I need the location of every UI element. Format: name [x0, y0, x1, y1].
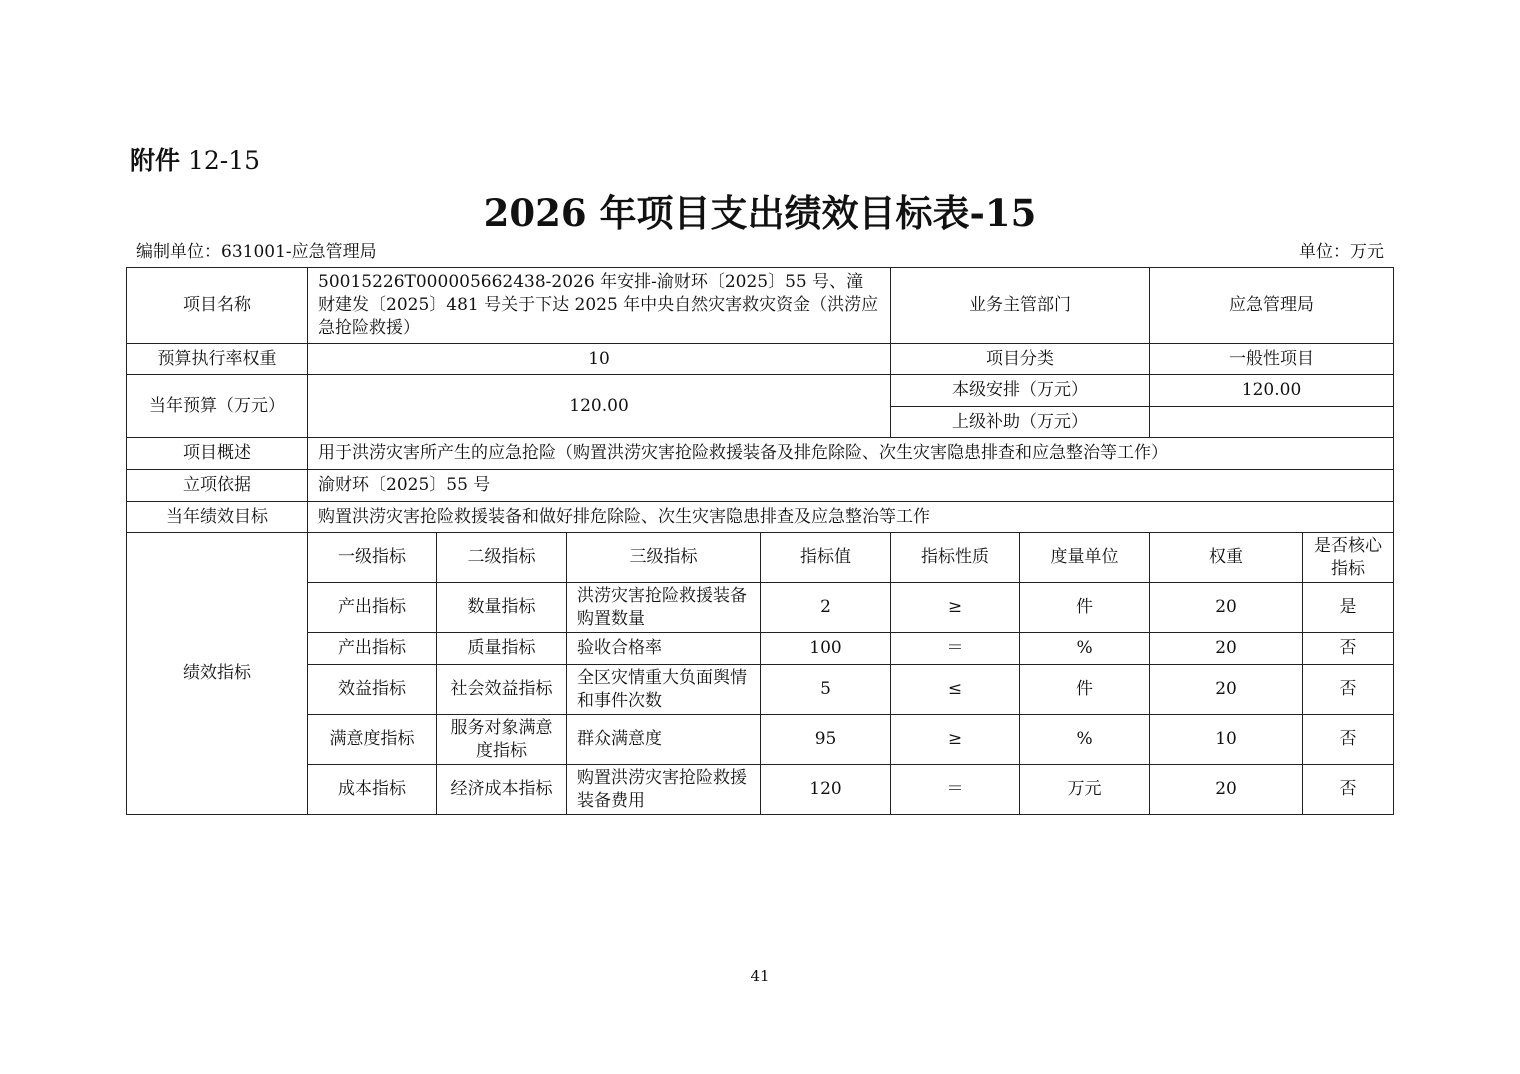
local-label: 本级安排（万元）	[891, 375, 1150, 407]
nature-cell: ＝	[891, 633, 1020, 665]
row-project-name	[127, 268, 1394, 344]
summary-label: 项目概述	[127, 438, 308, 470]
meta-line	[136, 240, 1384, 264]
level3-cell: 洪涝灾害抢险救援装备购置数量	[567, 583, 761, 633]
weight-label: 预算执行率权重	[127, 344, 308, 375]
level2-cell: 质量指标	[437, 633, 567, 665]
weight-cell: 20	[1150, 665, 1303, 715]
header-cell: 三级指标	[567, 533, 761, 583]
row-summary	[127, 438, 1394, 470]
page-title: 2026 年项目支出绩效目标表-15	[483, 191, 1037, 235]
core-cell: 否	[1303, 665, 1394, 715]
indicator-row	[127, 665, 1394, 715]
level3-cell: 群众满意度	[567, 715, 761, 765]
row-basis	[127, 470, 1394, 502]
level1-cell: 效益指标	[308, 665, 437, 715]
unit-cell: 件	[1020, 665, 1150, 715]
unit-cell: %	[1020, 633, 1150, 665]
level3-cell: 全区灾情重大负面舆情和事件次数	[567, 665, 761, 715]
indicator-header-row	[127, 533, 1394, 583]
indicator-row	[127, 765, 1394, 815]
row-budget-local	[127, 375, 1394, 407]
summary-value: 用于洪涝灾害所产生的应急抢险（购置洪涝灾害抢险救援装备及排危除险、次生灾害隐患排查和应急整治等工作）	[308, 438, 1394, 470]
project-name-label: 项目名称	[127, 268, 308, 344]
value-cell: 100	[761, 633, 891, 665]
level2-cell: 数量指标	[437, 583, 567, 633]
level1-cell: 满意度指标	[308, 715, 437, 765]
level3-cell: 购置洪涝灾害抢险救援装备费用	[567, 765, 761, 815]
indicator-row	[127, 715, 1394, 765]
project-name-value: 50015226T000005662438-2026 年安排-渝财环〔2025〕55 号、潼财建发〔2025〕481 号关于下达 2025 年中央自然灾害救灾资金（洪涝应急抢险救援）	[308, 268, 891, 344]
level3-cell: 验收合格率	[567, 633, 761, 665]
value-cell: 2	[761, 583, 891, 633]
value-cell: 95	[761, 715, 891, 765]
dept-value: 应急管理局	[1150, 268, 1394, 344]
nature-cell: ＝	[891, 765, 1020, 815]
core-cell: 否	[1303, 765, 1394, 815]
category-label: 项目分类	[891, 344, 1150, 375]
level2-cell: 社会效益指标	[437, 665, 567, 715]
performance-target-table	[126, 267, 1394, 815]
header-cell: 一级指标	[308, 533, 437, 583]
compiler-unit: 编制单位：631001-应急管理局	[136, 242, 377, 262]
unit-cell: %	[1020, 715, 1150, 765]
indicator-row	[127, 583, 1394, 633]
indicator-row	[127, 633, 1394, 665]
header-cell: 指标值	[761, 533, 891, 583]
unit-cell: 万元	[1020, 765, 1150, 815]
level1-cell: 成本指标	[308, 765, 437, 815]
budget-value: 120.00	[308, 375, 891, 438]
basis-value: 渝财环〔2025〕55 号	[308, 470, 1394, 502]
header-cell: 是否核心指标	[1303, 533, 1394, 583]
attachment-prefix: 附件	[130, 146, 181, 175]
upper-value	[1150, 407, 1394, 438]
value-cell: 120	[761, 765, 891, 815]
header-cell: 度量单位	[1020, 533, 1150, 583]
local-value: 120.00	[1150, 375, 1394, 407]
category-value: 一般性项目	[1150, 344, 1394, 375]
unit-cell: 件	[1020, 583, 1150, 633]
weight-value: 10	[308, 344, 891, 375]
header-cell: 指标性质	[891, 533, 1020, 583]
attachment-label	[130, 144, 260, 178]
level2-cell: 经济成本指标	[437, 765, 567, 815]
budget-label: 当年预算（万元）	[127, 375, 308, 438]
goal-value: 购置洪涝灾害抢险救援装备和做好排危除险、次生灾害隐患排查及应急整治等工作	[308, 502, 1394, 533]
level2-cell: 服务对象满意度指标	[437, 715, 567, 765]
level1-cell: 产出指标	[308, 583, 437, 633]
basis-label: 立项依据	[127, 470, 308, 502]
nature-cell: ≤	[891, 665, 1020, 715]
page-number: 41	[750, 967, 770, 985]
weight-cell: 20	[1150, 765, 1303, 815]
nature-cell: ≥	[891, 715, 1020, 765]
weight-cell: 20	[1150, 583, 1303, 633]
dept-label: 业务主管部门	[891, 268, 1150, 344]
core-cell: 否	[1303, 715, 1394, 765]
row-goal	[127, 502, 1394, 533]
nature-cell: ≥	[891, 583, 1020, 633]
value-cell: 5	[761, 665, 891, 715]
weight-cell: 20	[1150, 633, 1303, 665]
row-weight	[127, 344, 1394, 375]
attachment-number: 12-15	[187, 146, 261, 175]
header-cell: 权重	[1150, 533, 1303, 583]
core-cell: 是	[1303, 583, 1394, 633]
header-cell: 二级指标	[437, 533, 567, 583]
indicators-section-label: 绩效指标	[127, 533, 308, 815]
upper-label: 上级补助（万元）	[891, 407, 1150, 438]
goal-label: 当年绩效目标	[127, 502, 308, 533]
weight-cell: 10	[1150, 715, 1303, 765]
currency-unit: 单位：万元	[1299, 242, 1384, 262]
core-cell: 否	[1303, 633, 1394, 665]
level1-cell: 产出指标	[308, 633, 437, 665]
